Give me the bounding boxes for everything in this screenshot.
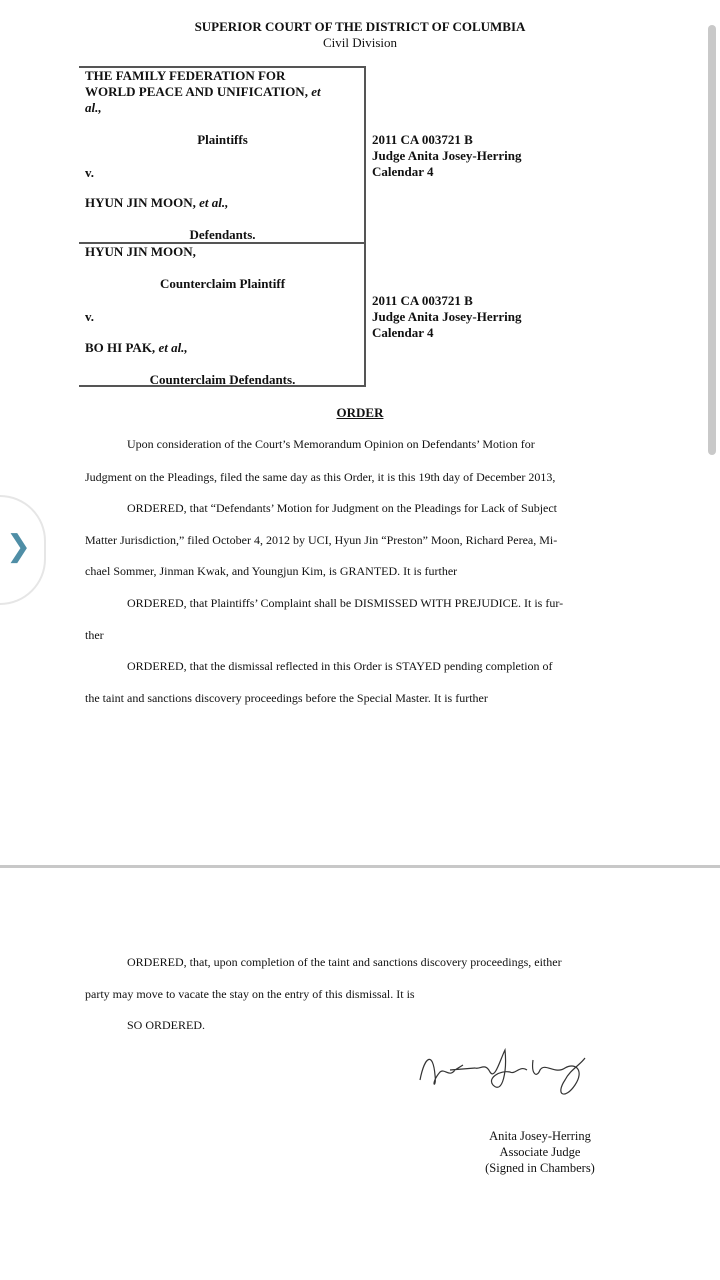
order-line: ther <box>85 628 104 642</box>
counter-defendants-label: Counterclaim Defendants. <box>149 372 296 387</box>
counter-plaintiff-label: Counterclaim Plaintiff <box>159 276 286 291</box>
versus: v. <box>85 309 95 324</box>
et-al: et al., <box>199 195 229 210</box>
order-line: Matter Jurisdiction,” filed October 4, 2012 by UCI, Hyun Jin “Preston” Moon, Richard Perea, Mi- <box>85 533 558 547</box>
order-title: ORDER <box>336 405 384 420</box>
plaintiffs-label: Plaintiffs <box>197 132 248 147</box>
so-ordered: SO ORDERED. <box>127 1018 206 1032</box>
judge: Judge Anita Josey-Herring <box>372 309 522 324</box>
case-number: 2011 CA 003721 B <box>372 132 473 147</box>
order-line: ORDERED, that, upon completion of the taint and sanctions discovery proceedings, either <box>127 955 562 969</box>
et-al: et al., <box>158 340 188 355</box>
order-line: Upon consideration of the Court’s Memorandum Opinion on Defendants’ Motion for <box>127 437 535 451</box>
order-line: ORDERED, that Plaintiffs’ Complaint shall be DISMISSED WITH PREJUDICE. It is fur- <box>127 596 564 610</box>
scrollbar[interactable] <box>708 25 716 455</box>
calendar: Calendar 4 <box>372 325 434 340</box>
order-line: the taint and sanctions discovery proceedings before the Special Master. It is further <box>85 691 488 705</box>
order-line: Judgment on the Pleadings, filed the same day as this Order, it is this 19th day of December 2013, <box>85 470 556 484</box>
division: Civil Division <box>322 35 398 50</box>
counter-defendant-name: BO HI PAK, <box>85 340 156 355</box>
signed-note: (Signed in Chambers) <box>485 1161 595 1175</box>
calendar: Calendar 4 <box>372 164 434 179</box>
et-text: et <box>311 84 321 99</box>
chevron-right-icon[interactable]: ❯ <box>6 529 32 564</box>
signature-image <box>415 1040 590 1105</box>
defendant-name: HYUN JIN MOON, <box>85 195 196 210</box>
counter-defendant-row <box>85 340 188 356</box>
order-line: ORDERED, that the dismissal reflected in this Order is STAYED pending completion of <box>127 659 553 673</box>
page-break <box>0 865 720 868</box>
al-text: al., <box>85 100 102 115</box>
defendants-label: Defendants. <box>189 227 256 242</box>
case-number: 2011 CA 003721 B <box>372 293 473 308</box>
judge-name: Anita Josey-Herring <box>489 1129 591 1143</box>
order-line: ORDERED, that “Defendants’ Motion for Judgment on the Pleadings for Lack of Subject <box>127 501 558 515</box>
plaintiff-name-2: WORLD PEACE AND UNIFICATION, <box>85 84 308 99</box>
versus: v. <box>85 165 95 180</box>
plaintiff-name-2-row <box>85 84 321 100</box>
court-name: SUPERIOR COURT OF THE DISTRICT OF COLUMBIA <box>194 19 526 34</box>
judge-title: Associate Judge <box>499 1145 581 1159</box>
counter-plaintiff-name: HYUN JIN MOON, <box>85 244 196 259</box>
judge: Judge Anita Josey-Herring <box>372 148 522 163</box>
defendant-row <box>85 195 228 211</box>
order-line: chael Sommer, Jinman Kwak, and Youngjun Kim, is GRANTED. It is further <box>85 564 458 578</box>
plaintiff-name-1: THE FAMILY FEDERATION FOR <box>85 68 286 83</box>
order-line: party may move to vacate the stay on the entry of this dismissal. It is <box>85 987 415 1001</box>
